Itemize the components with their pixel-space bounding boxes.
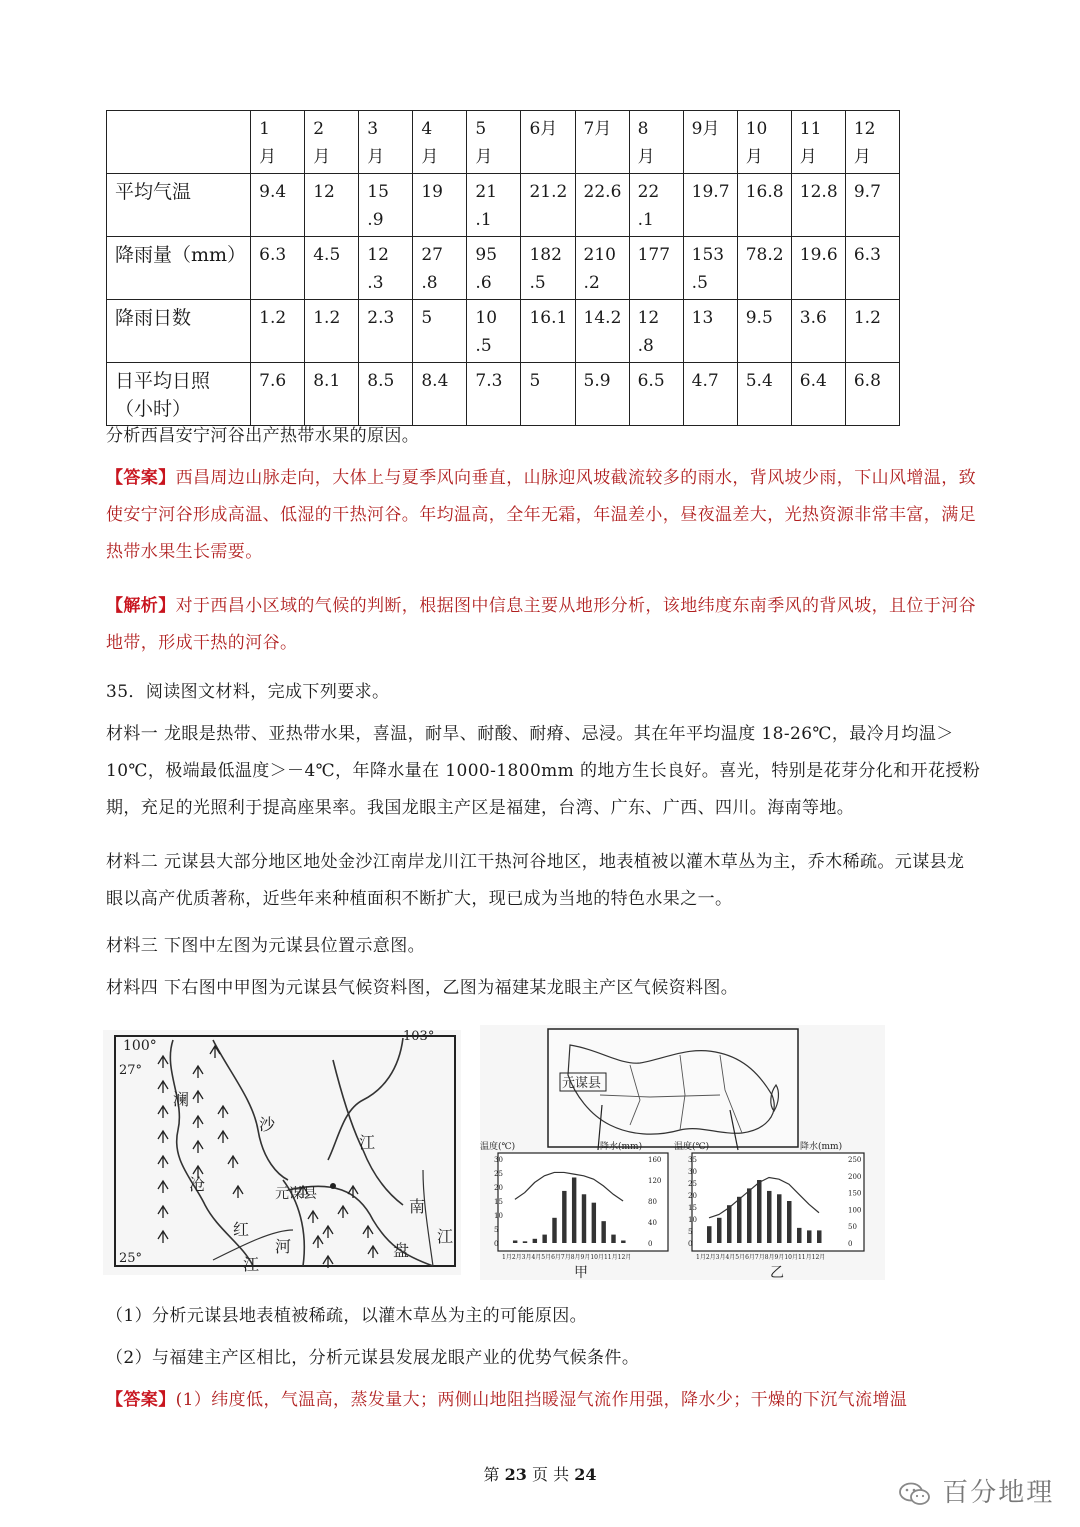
table-cell: 12 .3 xyxy=(359,237,413,300)
footer-prefix: 第 xyxy=(483,1465,500,1484)
table-row xyxy=(107,237,900,300)
temp-tick-label: 25 xyxy=(494,1170,503,1178)
table-cell: 6.5 xyxy=(629,363,683,426)
table-cell: 21.2 xyxy=(521,174,575,237)
month-header-cell: 3 月 xyxy=(359,111,413,174)
table-cell: 9.7 xyxy=(845,174,899,237)
table-cell: 1.2 xyxy=(845,300,899,363)
temp-tick-label: 20 xyxy=(688,1192,697,1200)
table-cell: 153 .5 xyxy=(683,237,737,300)
question-35-intro: 35．阅读图文材料，完成下列要求。 xyxy=(106,682,390,702)
map-label-jiang-3: 江 xyxy=(437,1227,454,1246)
precip-bar xyxy=(817,1230,822,1243)
table-cell: 22.6 xyxy=(575,174,629,237)
precip-bar xyxy=(572,1177,576,1243)
precip-bar xyxy=(767,1191,772,1243)
row-label-cell: 降雨日数 xyxy=(107,300,251,363)
table-cell: 22 .1 xyxy=(629,174,683,237)
table-cell: 16.1 xyxy=(521,300,575,363)
precip-bar xyxy=(777,1194,782,1243)
table-cell: 210 .2 xyxy=(575,237,629,300)
answer-34 xyxy=(106,460,981,571)
table-cell: 182 .5 xyxy=(521,237,575,300)
precip-bar xyxy=(727,1205,732,1243)
table-cell: 8.4 xyxy=(413,363,467,426)
precip-bar xyxy=(717,1218,722,1243)
table-cell: 27 .8 xyxy=(413,237,467,300)
month-header-cell: 5 月 xyxy=(467,111,521,174)
precip-bar xyxy=(747,1188,752,1243)
answer-35 xyxy=(106,1382,981,1419)
month-header-cell: 10 月 xyxy=(737,111,791,174)
table-cell: 8.1 xyxy=(305,363,359,426)
table-corner-cell xyxy=(107,111,251,174)
wechat-icon xyxy=(898,1481,932,1507)
row-label-cell: 日平均日照（小时） xyxy=(107,363,251,426)
precip-bar xyxy=(513,1240,517,1243)
yuanmou-location-map xyxy=(103,1030,461,1275)
climate-figure xyxy=(480,1025,885,1280)
table-cell: 4.5 xyxy=(305,237,359,300)
table-cell: 19.6 xyxy=(791,237,845,300)
footer-middle: 页 共 xyxy=(532,1465,570,1484)
table-cell: 19.7 xyxy=(683,174,737,237)
month-header-cell: 12 月 xyxy=(845,111,899,174)
table-cell: 12 .8 xyxy=(629,300,683,363)
table-cell: 10 .5 xyxy=(467,300,521,363)
row-label-cell: 平均气温 xyxy=(107,174,251,237)
temp-tick-label: 15 xyxy=(494,1198,503,1206)
table-cell: 21 .1 xyxy=(467,174,521,237)
chart-jia-name: 甲 xyxy=(574,1265,588,1280)
temp-tick-label: 5 xyxy=(688,1228,693,1236)
table-cell: 16.8 xyxy=(737,174,791,237)
precip-bar xyxy=(807,1230,812,1243)
temp-tick-label: 0 xyxy=(688,1240,693,1248)
material-4: 材料四 下右图中甲图为元谋县气候资料图，乙图为福建某龙眼主产区气候资料图。 xyxy=(106,978,739,998)
precip-bar xyxy=(552,1218,556,1243)
answer-35-text: (1）纬度低，气温高，蒸发量大；两侧山地阻挡暖湿气流作用强，降水少；干燥的下沉气流增温 xyxy=(175,1390,908,1410)
lon-100-label: 100° xyxy=(123,1038,157,1054)
month-header-cell: 4 月 xyxy=(413,111,467,174)
precip-bar xyxy=(757,1180,762,1243)
table-row xyxy=(107,363,900,426)
table-cell: 2.3 xyxy=(359,300,413,363)
table-cell: 19 xyxy=(413,174,467,237)
temp-tick-label: 20 xyxy=(494,1184,503,1192)
map-label-he: 河 xyxy=(275,1237,292,1256)
precip-bar xyxy=(737,1197,742,1243)
footer-total-pages: 24 xyxy=(574,1465,597,1484)
temp-tick-label: 5 xyxy=(494,1226,499,1234)
rain-tick-label: 120 xyxy=(648,1177,662,1185)
temp-tick-label: 0 xyxy=(494,1240,499,1248)
answer-34-text: 西昌周边山脉走向，大体上与夏季风向垂直，山脉迎风坡截流较多的雨水，背风坡少雨，下山风增温，致使安宁河谷形成高温、低湿的干热河谷。年均温高，全年无霜，年温差小，昼夜温差大，光热资源非常丰富，满足热带水果生长需要。 xyxy=(106,468,977,562)
table-cell: 6.8 xyxy=(845,363,899,426)
temp-tick-label: 30 xyxy=(494,1156,503,1164)
precip-bar xyxy=(523,1241,527,1243)
rain-tick-label: 40 xyxy=(648,1219,657,1227)
climate-table xyxy=(106,110,900,426)
month-header-cell: 9月 xyxy=(683,111,737,174)
jia-x-axis-label: 1月2月3月4月5月6月7月8月9月10月11月12月 xyxy=(502,1254,632,1261)
lat-25-label: 25° xyxy=(119,1251,143,1266)
table-cell: 7.6 xyxy=(251,363,305,426)
table-cell: 15 .9 xyxy=(359,174,413,237)
rain-tick-label: 0 xyxy=(848,1240,853,1248)
table-cell: 7.3 xyxy=(467,363,521,426)
table-cell: 1.2 xyxy=(305,300,359,363)
watermark xyxy=(898,1472,1054,1509)
china-south-inset-map xyxy=(548,1029,798,1150)
table-cell: 12 xyxy=(305,174,359,237)
precip-bar xyxy=(562,1191,566,1243)
map-label-nan: 南 xyxy=(409,1197,426,1216)
precip-bar xyxy=(611,1235,615,1243)
table-row xyxy=(107,300,900,363)
table-cell: 9.5 xyxy=(737,300,791,363)
map-label-yuanmou: 元谋县 xyxy=(275,1186,317,1202)
material-1: 材料一 龙眼是热带、亚热带水果，喜温，耐旱、耐酸、耐瘠、忌浸。其在年平均温度 18-26℃，最冷月均温＞10℃，极端最低温度＞－4℃，年降水量在 1000-1800mm 的地方生长良好。喜光，特别是花芽分化和开花授粉期，充足的光照利于提高座果率。我国龙眼主产区是福建，台湾、广东、广西、四川。海南等地。 xyxy=(106,724,981,818)
yi-temp-axis-label: 温度(℃) xyxy=(674,1142,710,1152)
rain-tick-label: 50 xyxy=(848,1223,857,1232)
rain-tick-label: 100 xyxy=(848,1206,862,1215)
table-cell: 6.3 xyxy=(251,237,305,300)
temp-tick-label: 10 xyxy=(494,1212,503,1220)
temp-tick-label: 15 xyxy=(688,1204,697,1212)
precip-bar xyxy=(582,1194,586,1243)
table-row xyxy=(107,174,900,237)
temp-tick-label: 10 xyxy=(688,1216,697,1224)
map-label-jiang-1: 江 xyxy=(243,1255,260,1274)
yuanmou-point xyxy=(330,1183,336,1189)
month-header-cell: 6月 xyxy=(521,111,575,174)
precip-bar xyxy=(797,1228,802,1243)
jia-temp-axis-label: 温度(℃) xyxy=(480,1142,516,1152)
map-label-hong: 红 xyxy=(233,1220,250,1239)
material-2: 材料二 元谋县大部分地区地处金沙江南岸龙川江干热河谷地区，地表植被以灌木草丛为主，乔木稀疏。元谋县龙眼以高产优质著称，近些年来种植面积不断扩大，现已成为当地的特色水果之一。 xyxy=(106,852,965,909)
map-label-cang: 沧 xyxy=(189,1175,206,1194)
temp-tick-label: 25 xyxy=(688,1180,697,1188)
precip-bar xyxy=(533,1239,537,1243)
answer-35-tag: 【答案】 xyxy=(106,1390,176,1410)
table-cell: 3.6 xyxy=(791,300,845,363)
table-cell: 5.4 xyxy=(737,363,791,426)
table-cell: 14.2 xyxy=(575,300,629,363)
table-cell: 95 .6 xyxy=(467,237,521,300)
precip-bar xyxy=(787,1201,792,1243)
month-header-cell: 11 月 xyxy=(791,111,845,174)
rain-tick-label: 0 xyxy=(648,1240,653,1248)
map-label-lan: 澜 xyxy=(173,1090,190,1109)
precip-bar xyxy=(621,1240,625,1243)
question-35-2: （2）与福建主产区相比，分析元谋县发展龙眼产业的优势气候条件。 xyxy=(106,1348,640,1368)
map-label-jiang-2: 江 xyxy=(359,1133,376,1152)
answer-tag: 【答案】 xyxy=(106,468,176,488)
question-35-1: （1）分析元谋县地表植被稀疏，以灌木草丛为主的可能原因。 xyxy=(106,1306,588,1326)
table-cell: 6.4 xyxy=(791,363,845,426)
material-3: 材料三 下图中左图为元谋县位置示意图。 xyxy=(106,936,426,956)
precip-bar xyxy=(592,1203,596,1243)
temp-tick-label: 30 xyxy=(688,1168,697,1176)
inset-yuanmou-label: 元谋县 xyxy=(562,1076,602,1091)
month-header-cell: 1 月 xyxy=(251,111,305,174)
table-cell: 5 xyxy=(521,363,575,426)
month-header-cell: 7月 xyxy=(575,111,629,174)
jia-rain-axis-label: 降水(mm) xyxy=(600,1142,643,1152)
table-cell: 6.3 xyxy=(845,237,899,300)
table-cell: 12.8 xyxy=(791,174,845,237)
question-34: 分析西昌安宁河谷出产热带水果的原因。 xyxy=(106,426,420,446)
chart-yi-name: 乙 xyxy=(770,1265,784,1280)
temp-tick-label: 35 xyxy=(688,1156,697,1164)
month-header-cell: 8 月 xyxy=(629,111,683,174)
yi-x-axis-label: 1月2月3月4月5月6月7月8月9月10月11月12月 xyxy=(696,1254,826,1261)
map-label-pan: 盘 xyxy=(393,1241,410,1260)
table-cell: 8.5 xyxy=(359,363,413,426)
precip-bar xyxy=(601,1221,605,1243)
map-label-sha: 沙 xyxy=(259,1115,276,1134)
table-cell: 4.7 xyxy=(683,363,737,426)
analysis-34-text: 对于西昌小区域的气候的判断，根据图中信息主要从地形分析，该地纬度东南季风的背风坡，且位于河谷地带，形成干热的河谷。 xyxy=(106,596,977,653)
lon-103-label: 103° xyxy=(403,1030,435,1044)
table-cell: 78.2 xyxy=(737,237,791,300)
table-cell: 13 xyxy=(683,300,737,363)
rain-tick-label: 160 xyxy=(648,1156,662,1164)
analysis-34 xyxy=(106,588,981,662)
rain-tick-label: 250 xyxy=(848,1156,862,1164)
table-cell: 177 xyxy=(629,237,683,300)
month-header-cell: 2 月 xyxy=(305,111,359,174)
rain-tick-label: 150 xyxy=(848,1189,862,1198)
table-cell: 5.9 xyxy=(575,363,629,426)
rain-tick-label: 200 xyxy=(848,1172,862,1181)
rain-tick-label: 80 xyxy=(648,1198,657,1206)
yi-rain-axis-label: 降水(mm) xyxy=(800,1142,843,1152)
precip-bar xyxy=(707,1226,712,1243)
row-label-cell: 降雨量（mm） xyxy=(107,237,251,300)
footer-page-number: 23 xyxy=(504,1465,527,1484)
lat-27-label: 27° xyxy=(119,1063,143,1078)
table-cell: 1.2 xyxy=(251,300,305,363)
precip-bar xyxy=(542,1235,546,1243)
table-cell: 5 xyxy=(413,300,467,363)
table-cell: 9.4 xyxy=(251,174,305,237)
analysis-tag: 【解析】 xyxy=(106,596,176,616)
watermark-text: 百分地理 xyxy=(942,1478,1055,1508)
